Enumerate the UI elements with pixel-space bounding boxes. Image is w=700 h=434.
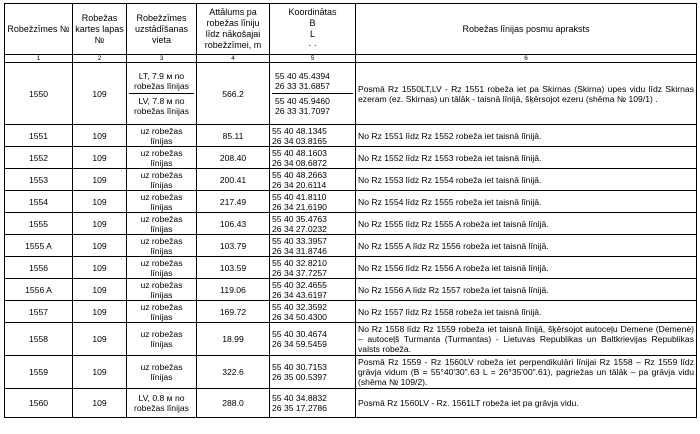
description: No Rz 1553 līdz Rz 1554 robeža iet taisnā līnijā. <box>356 169 697 191</box>
coord-b: 55 40 33.3957 <box>272 235 327 246</box>
placement: uz robežas līnijas <box>127 125 197 147</box>
distance: 119.06 <box>197 279 270 301</box>
distance: 106.43 <box>197 213 270 235</box>
coord-l: 26 34 08.6872 <box>272 157 327 168</box>
header-description: Robežas līnijas posmu apraksts <box>356 4 697 55</box>
column-number: 1 <box>5 55 73 63</box>
coord-b: 55 40 45.4394 <box>275 71 330 81</box>
sheet-no: 109 <box>73 323 127 356</box>
table-row <box>5 213 697 235</box>
coordinates <box>270 356 356 389</box>
description: Posmā Rz 1559 - Rz 1560LV robeža iet perpendikulāri līnijai Rz 1558 – Rz 1559 līdz grāvja vidum (B = 55°40'30".63 L = 26°35'00".61), pagriežas un tālāk – pa grāvja vidu (shēma № 109/2). <box>356 356 697 389</box>
border-markers-table <box>4 3 697 418</box>
column-number: 5 <box>270 55 356 63</box>
table-row <box>5 169 697 191</box>
table-row <box>5 235 697 257</box>
column-number: 6 <box>356 55 697 63</box>
distance: 288.0 <box>197 389 270 418</box>
marker-id: 1556 <box>5 257 73 279</box>
placement: uz robežas līnijas <box>127 213 197 235</box>
marker-id: 1554 <box>5 191 73 213</box>
table-row <box>5 323 697 356</box>
coord-l: 26 34 21.6190 <box>272 201 327 212</box>
marker-id: 1551 <box>5 125 73 147</box>
coord-b: 55 40 48.2663 <box>272 169 327 180</box>
description: No Rz 1552 līdz Rz 1553 robeža iet taisnā līnijā. <box>356 147 697 169</box>
coord-l: 26 35 17.2786 <box>272 403 327 413</box>
sheet-no: 109 <box>73 389 127 418</box>
description: Posmā Rz 1560LV - Rz. 1561LT robeža iet pa grāvja vidu. <box>356 389 697 418</box>
marker-id: 1555 <box>5 213 73 235</box>
placement-lt: LT, 7.9 м no robežas līnijas <box>134 71 189 91</box>
table-row <box>5 125 697 147</box>
coord-b: 55 40 48.1603 <box>272 147 327 158</box>
coord-l: 26 33 31.6857 <box>275 81 330 91</box>
coord-b: 55 40 32.4655 <box>272 279 327 290</box>
distance: 85.11 <box>197 125 270 147</box>
coordinates <box>270 191 356 213</box>
coord-b: 55 40 48.1345 <box>272 125 327 136</box>
coordinates <box>270 147 356 169</box>
coordinates <box>270 301 356 323</box>
sheet-no: 109 <box>73 279 127 301</box>
placement: uz robežas līnijas <box>127 169 197 191</box>
table-row <box>5 63 697 125</box>
sheet-no: 109 <box>73 235 127 257</box>
header-coord-b: B <box>309 18 316 28</box>
coordinates <box>270 213 356 235</box>
description: No Rz 1558 līdz Rz 1559 robeža iet taisnā līnijā, šķērsojot autoceļu Demene (Demenė) – autoceļš Turmanta (Turmantas) - Lietuvas Republikas un Baltkrievijas Republikas valsts robeža. <box>356 323 697 356</box>
header-coord-dots: · · <box>308 40 317 50</box>
sheet-no: 109 <box>73 191 127 213</box>
marker-id: 1550 <box>5 63 73 125</box>
coord-b: 55 40 45.9460 <box>275 96 330 106</box>
coord-l: 26 34 31.8746 <box>272 245 327 256</box>
description: No Rz 1554 līdz Rz 1555 robeža iet taisnā līnijā. <box>356 191 697 213</box>
distance: 103.59 <box>197 257 270 279</box>
coord-l: 26 34 20.6114 <box>272 179 327 190</box>
coordinates <box>270 279 356 301</box>
coordinates <box>270 235 356 257</box>
distance: 208.40 <box>197 147 270 169</box>
column-number: 2 <box>73 55 127 63</box>
description: No Rz 1555 A līdz Rz 1556 robeža iet taisnā līnijā. <box>356 235 697 257</box>
sheet-no: 109 <box>73 169 127 191</box>
table-row <box>5 191 697 213</box>
distance: 18.99 <box>197 323 270 356</box>
sheet-no: 109 <box>73 301 127 323</box>
table-row <box>5 356 697 389</box>
coord-b: 55 40 32.3592 <box>272 301 327 312</box>
description: No Rz 1551 līdz Rz 1552 robeža iet taisnā līnijā. <box>356 125 697 147</box>
column-number-row <box>5 55 697 63</box>
header-coordinates <box>270 4 356 55</box>
coord-l: 26 33 31.7097 <box>275 106 330 116</box>
coord-l: 26 34 59.5459 <box>272 339 327 349</box>
placement: uz robežas līnijas <box>127 301 197 323</box>
placement-lv: LV, 7.8 м no robežas līnijas <box>129 93 194 118</box>
distance: 200.41 <box>197 169 270 191</box>
description: No Rz 1556 līdz Rz 1556 A robeža iet taisnā līnijā. <box>356 257 697 279</box>
sheet-no: 109 <box>73 213 127 235</box>
header-coord-l: L <box>309 29 315 39</box>
sheet-no: 109 <box>73 356 127 389</box>
coord-b: 55 40 41.8110 <box>272 191 327 202</box>
marker-id: 1553 <box>5 169 73 191</box>
distance: 566.2 <box>197 63 270 125</box>
table-row <box>5 389 697 418</box>
coordinates-lv <box>272 93 353 118</box>
header-sheet-no: Robežas kartes lapas № <box>73 4 127 55</box>
coord-l: 26 35 00.5397 <box>272 372 327 382</box>
header-coordinates-title: Koordinātas <box>288 7 337 17</box>
marker-id: 1557 <box>5 301 73 323</box>
border-document <box>4 3 697 418</box>
placement: uz robežas līnijas <box>127 147 197 169</box>
sheet-no: 109 <box>73 63 127 125</box>
distance: 103.79 <box>197 235 270 257</box>
marker-id: 1560 <box>5 389 73 418</box>
coordinates <box>270 389 356 418</box>
coord-l: 26 34 03.8165 <box>272 135 327 146</box>
description: No Rz 1555 līdz Rz 1555 A robeža iet taisnā līnijā. <box>356 213 697 235</box>
marker-id: 1559 <box>5 356 73 389</box>
placement: uz robežas līnijas <box>127 356 197 389</box>
placement: uz robežas līnijas <box>127 257 197 279</box>
placement <box>127 63 197 125</box>
coordinates-lt <box>272 69 353 93</box>
coordinates <box>270 169 356 191</box>
coord-b: 55 40 32.8210 <box>272 257 327 268</box>
coordinates <box>270 63 356 125</box>
column-number: 3 <box>127 55 197 63</box>
header-marker-no: Robežzīmes № <box>5 4 73 55</box>
table-row <box>5 301 697 323</box>
distance: 322.6 <box>197 356 270 389</box>
coord-l: 26 34 50.4300 <box>272 311 327 322</box>
coord-b: 55 40 34.8832 <box>272 393 327 403</box>
table-row <box>5 279 697 301</box>
marker-id: 1555 A <box>5 235 73 257</box>
header-distance: Attālums pa robežas līniju līdz nākošajai robežzīmei, m <box>197 4 270 55</box>
coord-l: 26 34 37.7257 <box>272 267 327 278</box>
coordinates <box>270 323 356 356</box>
marker-id: 1552 <box>5 147 73 169</box>
coord-b: 55 40 30.4674 <box>272 329 327 339</box>
coordinates <box>270 257 356 279</box>
marker-id: 1556 A <box>5 279 73 301</box>
coord-l: 26 34 27.0232 <box>272 223 327 234</box>
placement: LV, 0.8 м no robežas līnijas <box>127 389 197 418</box>
placement: uz robežas līnijas <box>127 235 197 257</box>
placement: uz robežas līnijas <box>127 323 197 356</box>
coord-l: 26 34 43.6197 <box>272 289 327 300</box>
header-placement: Robežzīmes uzstādīšanas vieta <box>127 4 197 55</box>
sheet-no: 109 <box>73 147 127 169</box>
table-row <box>5 257 697 279</box>
placement: uz robežas līnijas <box>127 191 197 213</box>
sheet-no: 109 <box>73 125 127 147</box>
table-row <box>5 147 697 169</box>
coordinates <box>270 125 356 147</box>
description: No Rz 1557 līdz Rz 1558 robeža iet taisnā līnijā. <box>356 301 697 323</box>
distance: 169.72 <box>197 301 270 323</box>
description: Posmā Rz 1550LT,LV - Rz 1551 robeža iet pa Skirnas (Skirna) upes vidu līdz Skirnas ezeram (ez. Skirnas) un tālāk - taisnā līnijā, šķērsojot ezeru (shēma № 109/1) . <box>356 63 697 125</box>
description: No Rz 1556 A līdz Rz 1557 robeža iet taisnā līnijā. <box>356 279 697 301</box>
coord-b: 55 40 30.7153 <box>272 362 327 372</box>
placement: uz robežas līnijas <box>127 279 197 301</box>
header-row <box>5 4 697 55</box>
marker-id: 1558 <box>5 323 73 356</box>
coord-b: 55 40 35.4763 <box>272 213 327 224</box>
column-number: 4 <box>197 55 270 63</box>
sheet-no: 109 <box>73 257 127 279</box>
distance: 217.49 <box>197 191 270 213</box>
